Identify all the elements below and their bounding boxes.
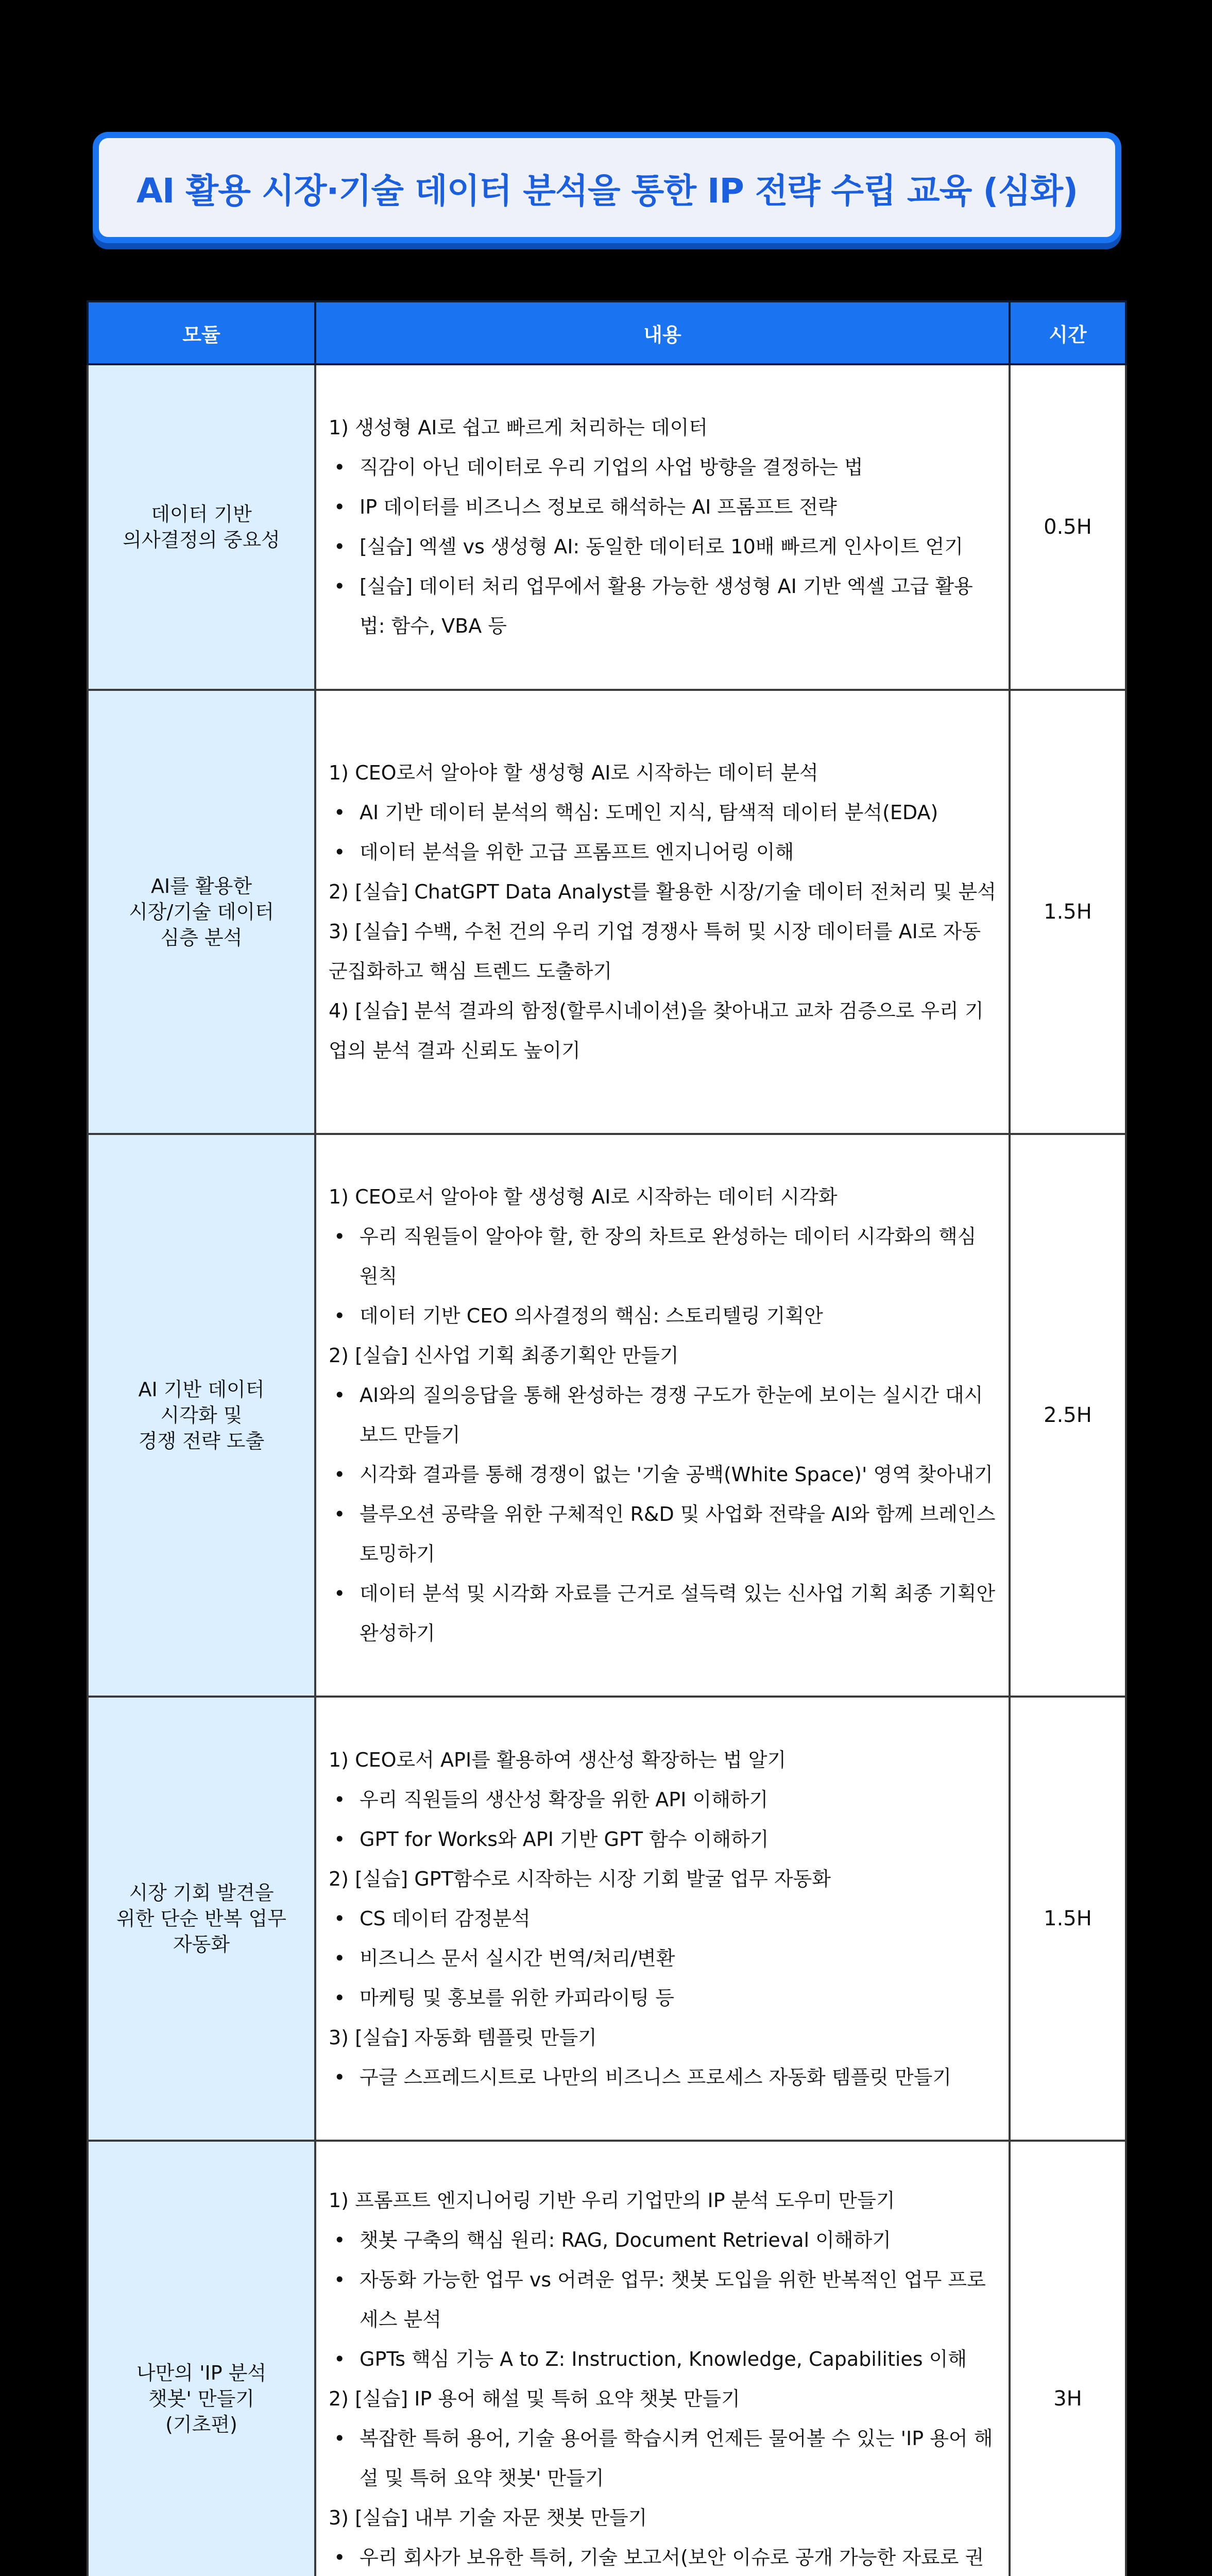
header-time: 시간 <box>1010 301 1126 364</box>
bullet-item: • 블루오션 공략을 위한 구체적인 R&D 및 사업화 전략을 AI와 함께 브레인스토밍하기 <box>329 1495 996 1574</box>
numbered-item: 3) [실습] 수백, 수천 건의 우리 기업 경쟁사 특허 및 시장 데이터를 AI로 자동 군집화하고 핵심 트렌드 도출하기 <box>329 920 981 982</box>
bullet-item: • 직감이 아닌 데이터로 우리 기업의 사업 방향을 결정하는 법 <box>329 448 996 487</box>
table-row <box>88 1697 1126 2141</box>
numbered-item: 2) [실습] GPT함수로 시작하는 시장 기회 발굴 업무 자동화 <box>329 1867 831 1890</box>
bullet-item: • 자동화 가능한 업무 vs 어려운 업무: 챗봇 도입을 위한 반복적인 업무 프로세스 분석 <box>329 2260 996 2340</box>
bullet-item: • 마케팅 및 홍보를 위한 카피라이팅 등 <box>329 1978 996 2018</box>
numbered-item: 4) [실습] 분석 결과의 함정(할루시네이션)을 찾아내고 교차 검증으로 우리 기업의 분석 결과 신뢰도 높이기 <box>329 999 984 1062</box>
numbered-item: 1) CEO로서 알아야 할 생성형 AI로 시작하는 데이터 시각화 <box>329 1185 838 1208</box>
bullet-item: • 데이터 분석을 위한 고급 프롬프트 엔지니어링 이해 <box>329 833 996 872</box>
bullet-item: • GPT for Works와 API 기반 GPT 함수 이해하기 <box>329 1820 996 1859</box>
header-content: 내용 <box>315 301 1010 364</box>
numbered-item: 1) CEO로서 API를 활용하여 생산성 확장하는 법 알기 <box>329 1748 787 1771</box>
bullet-item: • 우리 회사가 보유한 특허, 기술 보고서(보안 이슈로 공개 가능한 자료로 권 <box>329 2538 996 2576</box>
content-cell <box>315 1697 1010 2141</box>
numbered-item: 2) [실습] ChatGPT Data Analyst를 활용한 시장/기술 데이터 전처리 및 분석 <box>329 880 996 903</box>
bullet-item: • [실습] 엑셀 vs 생성형 AI: 동일한 데이터로 10배 빠르게 인사이트 얻기 <box>329 527 996 567</box>
time-cell: 1.5H <box>1010 1697 1126 2141</box>
content-cell <box>315 2141 1010 2576</box>
header-module: 모듈 <box>88 301 315 364</box>
content-cell <box>315 1134 1010 1697</box>
bullet-item: • GPTs 핵심 기능 A to Z: Instruction, Knowledge, Capabilities 이해 <box>329 2340 996 2379</box>
numbered-item: 1) 생성형 AI로 쉽고 빠르게 처리하는 데이터 <box>329 416 708 439</box>
content-cell <box>315 690 1010 1134</box>
numbered-item: 3) [실습] 내부 기술 자문 챗봇 만들기 <box>329 2506 647 2529</box>
table-header-row <box>88 301 1126 364</box>
module-cell: 데이터 기반 의사결정의 중요성 <box>88 364 315 690</box>
module-cell: 나만의 'IP 분석 챗봇' 만들기 (기초편) <box>88 2141 315 2576</box>
table-row <box>88 1134 1126 1697</box>
page-title: AI 활용 시장·기술 데이터 분석을 통한 IP 전략 수립 교육 (심화) <box>136 171 1078 211</box>
bullet-item: • [실습] 데이터 처리 업무에서 활용 가능한 생성형 AI 기반 엑셀 고급 활용법: 함수, VBA 등 <box>329 567 996 646</box>
numbered-item: 1) 프롬프트 엔지니어링 기반 우리 기업만의 IP 분석 도우미 만들기 <box>329 2189 895 2212</box>
bullet-item: • 비즈니스 문서 실시간 번역/처리/변환 <box>329 1939 996 1978</box>
time-cell: 1.5H <box>1010 690 1126 1134</box>
bullet-item: • AI와의 질의응답을 통해 완성하는 경쟁 구도가 한눈에 보이는 실시간 대시보드 만들기 <box>329 1376 996 1455</box>
bullet-item: • 구글 스프레드시트로 나만의 비즈니스 프로세스 자동화 템플릿 만들기 <box>329 2058 996 2097</box>
bullet-item: • 데이터 기반 CEO 의사결정의 핵심: 스토리텔링 기획안 <box>329 1296 996 1336</box>
bullet-item: • 챗봇 구축의 핵심 원리: RAG, Document Retrieval 이해하기 <box>329 2221 996 2260</box>
bullet-item: • AI 기반 데이터 분석의 핵심: 도메인 지식, 탐색적 데이터 분석(EDA) <box>329 793 996 833</box>
curriculum-table <box>87 300 1127 2576</box>
time-cell: 2.5H <box>1010 1134 1126 1697</box>
table-row <box>88 364 1126 690</box>
time-cell: 3H <box>1010 2141 1126 2576</box>
content-cell <box>315 364 1010 690</box>
numbered-item: 1) CEO로서 알아야 할 생성형 AI로 시작하는 데이터 분석 <box>329 761 818 784</box>
bullet-item: • IP 데이터를 비즈니스 정보로 해석하는 AI 프롬프트 전략 <box>329 487 996 527</box>
title-banner <box>93 132 1121 243</box>
bullet-item: • 우리 직원들의 생산성 확장을 위한 API 이해하기 <box>329 1780 996 1820</box>
bullet-item: • 데이터 분석 및 시각화 자료를 근거로 설득력 있는 신사업 기획 최종 기획안 완성하기 <box>329 1574 996 1653</box>
bullet-item: • 복잡한 특허 용어, 기술 용어를 학습시켜 언제든 물어볼 수 있는 'IP 용어 해설 및 특허 요약 챗봇' 만들기 <box>329 2419 996 2498</box>
numbered-item: 3) [실습] 자동화 템플릿 만들기 <box>329 2026 597 2049</box>
bullet-item: • 시각화 결과를 통해 경쟁이 없는 '기술 공백(White Space)' 영역 찾아내기 <box>329 1455 996 1495</box>
bullet-item: • 우리 직원들이 알아야 할, 한 장의 차트로 완성하는 데이터 시각화의 핵심 원칙 <box>329 1217 996 1296</box>
module-cell: 시장 기회 발견을 위한 단순 반복 업무 자동화 <box>88 1697 315 2141</box>
numbered-item: 2) [실습] IP 용어 해설 및 특허 요약 챗봇 만들기 <box>329 2387 740 2410</box>
bullet-item: • CS 데이터 감정분석 <box>329 1899 996 1939</box>
table-row <box>88 2141 1126 2576</box>
numbered-item: 2) [실습] 신사업 기획 최종기획안 만들기 <box>329 1344 679 1367</box>
module-cell: AI 기반 데이터 시각화 및 경쟁 전략 도출 <box>88 1134 315 1697</box>
module-cell: AI를 활용한 시장/기술 데이터 심층 분석 <box>88 690 315 1134</box>
time-cell: 0.5H <box>1010 364 1126 690</box>
table-row <box>88 690 1126 1134</box>
